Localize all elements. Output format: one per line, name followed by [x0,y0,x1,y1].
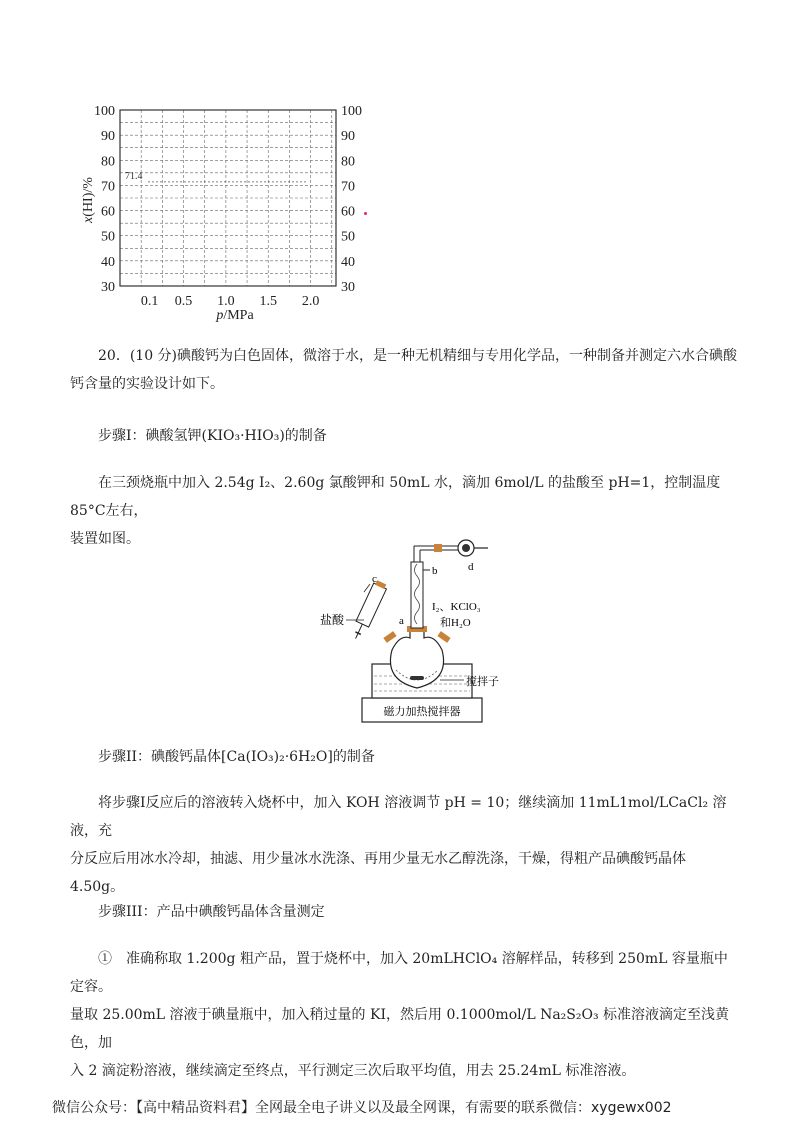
footer-watermark: 微信公众号：【高中精品资料君】全网最全电子讲义以及最全网课，有需要的联系微信：xygewx002 [52,1100,672,1116]
y-tick-label-left: 100 [94,104,115,119]
y-tick-label-right: 40 [341,254,355,270]
y-tick-label-right: 70 [341,179,355,195]
y-tick-label-left: 60 [101,204,115,220]
y-tick-label-right: 90 [341,129,355,145]
step1-title: 步骤I：碘酸氢钾(KIO₃·HIO₃)的制备 [98,428,327,444]
x-tick-label: 1.0 [217,294,235,309]
question-text-line1: (10 分)碘酸钙为白色固体，微溶于水，是一种无机精细与专用化学品，一种制备并测定六水合碘酸 [129,348,738,364]
reagents-label-1: I₂、KClO₃ [432,601,481,613]
x-tick-label: 0.5 [174,294,193,309]
chart-grid [120,110,336,286]
annotation-label: 71.4 [125,170,143,182]
y-tick-label-left: 50 [101,229,115,245]
stray-mark [364,212,367,215]
step2-body [70,789,740,901]
y-tick-label-right: 50 [341,229,355,245]
y-axis-label: x(HI)/% [81,177,96,223]
hi-pressure-chart [70,95,400,330]
y-tick-labels-right [341,104,362,295]
step2-line2: 分反应后用冰水冷却，抽滤、用少量冰水洗涤、再用少量无水乙醇洗涤，干燥，得粗产品碘酸钙晶体 [70,851,686,867]
x-tick-label: 2.0 [301,294,320,309]
label-d: d [468,561,474,573]
label-b: b [432,565,438,577]
step1-line2: 装置如图。 [70,531,140,547]
reagents-label-2: 和H₂O [440,617,471,629]
step2-title: 步骤II：碘酸钙晶体[Ca(IO₃)₂·6H₂O]的制备 [98,749,375,765]
stirbar-label: 搅拌子 [466,675,499,688]
step2-line1: 将步骤I反应后的溶液转入烧杯中，加入 KOH 溶液调节 pH = 10；继续滴加 11mL1mol/LCaCl₂ 溶液，充 [70,795,727,839]
question-text-line2: 钙含量的实验设计如下。 [70,376,224,392]
y-tick-label-right: 100 [341,104,362,119]
y-tick-label-left: 80 [101,154,115,170]
condenser [411,562,423,628]
question-number: 20． [98,348,130,364]
apparatus-diagram [300,530,520,730]
step3-line2: 量取 25.00mL 溶液于碘量瓶中，加入稍过量的 KI，然后用 0.1000mol/L Na₂S₂O₃ 标准溶液滴定至浅黄色，加 [70,1007,730,1051]
dropping-funnel [349,579,388,641]
step3-line1: ① 准确称取 1.200g 粗产品，置于烧杯中，加入 20mLHClO₄ 溶解样品，转移到 250mL 容量瓶中定容。 [70,951,728,995]
y-tick-label-left: 40 [101,254,115,270]
x-axis-label: p/MPa [216,308,254,323]
step3-line3: 入 2 滴淀粉溶液，继续滴定至终点，平行测定三次后取平均值，用去 25.24mL 标准溶液。 [70,1063,636,1079]
step3-title: 步骤III：产品中碘酸钙晶体含量测定 [98,904,325,920]
y-tick-label-left: 70 [101,179,115,195]
stirrer-label: 磁力加热搅拌器 [383,705,461,718]
y-tick-label-right: 30 [341,280,355,295]
acid-label: 盐酸 [320,613,345,627]
y-tick-label-right: 60 [341,204,355,220]
x-tick-labels [141,294,319,309]
y-tick-labels-left [94,104,115,295]
question-20-intro [70,342,740,398]
step3-body [70,945,740,1085]
label-a: a [399,615,404,627]
x-tick-label: 1.5 [259,294,277,309]
x-tick-label: 0.1 [140,294,159,309]
step1-line1: 在三颈烧瓶中加入 2.54g I₂、2.60g 氯酸钾和 50mL 水，滴加 6mol/L 的盐酸至 pH=1，控制温度 85°C左右， [70,475,721,519]
stir-bar [410,676,424,680]
step2-line3: 4.50g。 [70,879,125,895]
y-tick-label-left: 90 [101,129,115,145]
y-tick-label-left: 30 [101,280,115,295]
y-tick-label-right: 80 [341,154,355,170]
label-c: c [372,573,377,585]
